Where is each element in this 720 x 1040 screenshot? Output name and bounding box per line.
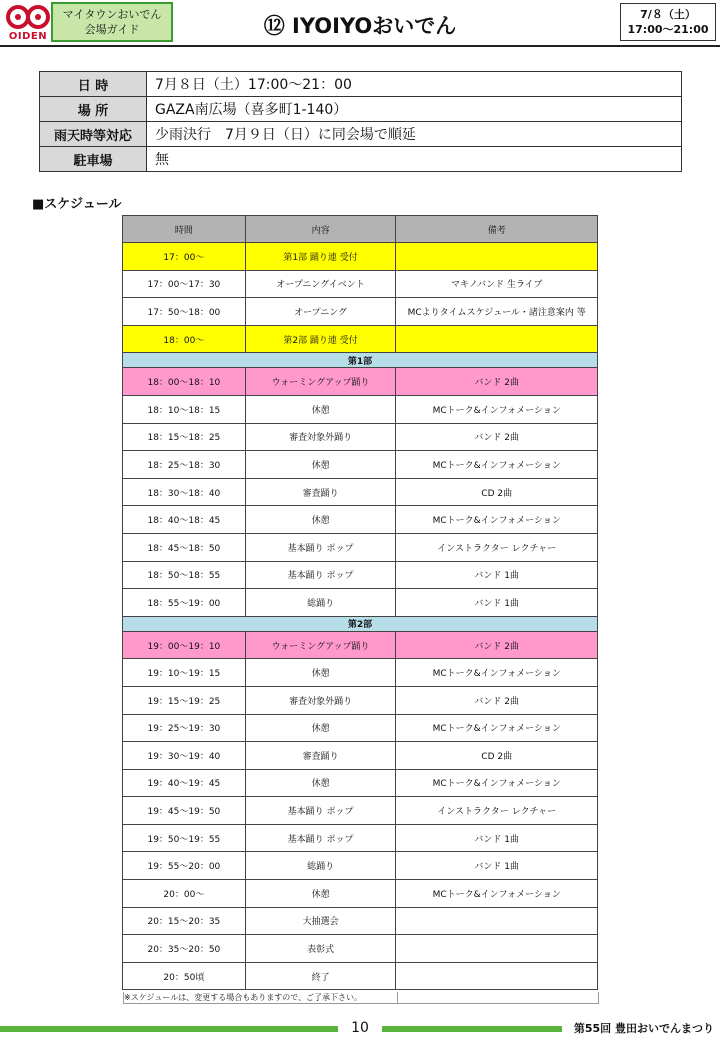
- schedule-table: [122, 215, 598, 990]
- content-cell: 休憩: [245, 659, 396, 687]
- content-cell: ウォーミングアップ踊り: [245, 368, 396, 396]
- time-cell: 20：50頃: [123, 962, 246, 990]
- schedule-row: [123, 478, 598, 506]
- notes-cell: バンド 1曲: [396, 824, 598, 852]
- schedule-row: [123, 907, 598, 935]
- time-cell: 19：00～19：10: [123, 631, 246, 659]
- footer-event-name: 第55回 豊田おいでんまつり: [573, 1022, 714, 1035]
- notes-cell: バンド 2曲: [396, 368, 598, 396]
- schedule-row: [123, 298, 598, 326]
- time-cell: 17：50～18：00: [123, 298, 246, 326]
- section-label: 第1部: [123, 353, 598, 368]
- time-cell: 20：00～: [123, 880, 246, 908]
- content-cell: 審査対象外踊り: [245, 686, 396, 714]
- schedule-row: [123, 451, 598, 479]
- notes-cell: MCトーク&インフォメーション: [396, 395, 598, 423]
- schedule-row: [123, 742, 598, 770]
- schedule-row: [123, 395, 598, 423]
- notes-cell: バンド 1曲: [396, 852, 598, 880]
- time-cell: 19：50～19：55: [123, 824, 246, 852]
- schedule-row: [123, 714, 598, 742]
- notes-cell: マキノバンド 生ライブ: [396, 270, 598, 298]
- content-cell: 休憩: [245, 880, 396, 908]
- notes-cell: [396, 907, 598, 935]
- page-title: ⑫ IYOIYOおいでん: [263, 14, 457, 38]
- notes-cell: [396, 935, 598, 963]
- notes-cell: バンド 2曲: [396, 686, 598, 714]
- content-cell: 総踊り: [245, 589, 396, 617]
- date-line: 7/８（土）: [640, 8, 696, 21]
- col-header-content: 内容: [245, 216, 396, 243]
- notes-cell: バンド 2曲: [396, 631, 598, 659]
- content-cell: オープニング: [245, 298, 396, 326]
- time-cell: 19：30～19：40: [123, 742, 246, 770]
- schedule-header-row: [123, 216, 598, 243]
- info-value: 7月８日（土）17:00～21：00: [147, 72, 682, 97]
- schedule-row: [123, 880, 598, 908]
- time-cell: 18：00～: [123, 325, 246, 353]
- note-text: ※スケジュールは、変更する場合もありますので、ご了承下さい。: [124, 993, 363, 1002]
- schedule-row: [123, 824, 598, 852]
- notes-cell: MCトーク&インフォメーション: [396, 880, 598, 908]
- notes-cell: MCトーク&インフォメーション: [396, 769, 598, 797]
- info-value: GAZA南広場（喜多町1-140）: [147, 97, 682, 122]
- time-cell: 18：30～18：40: [123, 478, 246, 506]
- time-cell: 20：15～20：35: [123, 907, 246, 935]
- content-cell: 休憩: [245, 506, 396, 534]
- time-cell: 18：00～18：10: [123, 368, 246, 396]
- footer-bar-right: [382, 1026, 562, 1032]
- content-cell: 第1部 踊り連 受付: [245, 243, 396, 271]
- notes-cell: バンド 1曲: [396, 589, 598, 617]
- content-cell: 表彰式: [245, 935, 396, 963]
- content-cell: 終了: [245, 962, 396, 990]
- content-cell: 審査踊り: [245, 478, 396, 506]
- notes-cell: インストラクター レクチャー: [396, 797, 598, 825]
- content-cell: 基本踊り ポップ: [245, 533, 396, 561]
- notes-cell: MCトーク&インフォメーション: [396, 506, 598, 534]
- schedule-row: [123, 506, 598, 534]
- notes-cell: MCトーク&インフォメーション: [396, 659, 598, 687]
- content-cell: 休憩: [245, 769, 396, 797]
- schedule-row: [123, 852, 598, 880]
- schedule-row: [123, 686, 598, 714]
- notes-cell: CD 2曲: [396, 478, 598, 506]
- col-header-time: 時間: [123, 216, 246, 243]
- info-key: 場 所: [40, 97, 147, 122]
- schedule-row: [123, 935, 598, 963]
- section-row: [123, 616, 598, 631]
- time-cell: 19：25～19：30: [123, 714, 246, 742]
- guide-line-2: 会場ガイド: [84, 23, 140, 36]
- schedule-heading: ■スケジュール: [32, 197, 122, 212]
- info-key: 雨天時等対応: [40, 122, 147, 147]
- time-cell: 19：45～19：50: [123, 797, 246, 825]
- time-cell: 18：15～18：25: [123, 423, 246, 451]
- section-row: [123, 353, 598, 368]
- schedule-row: [123, 769, 598, 797]
- info-row: [40, 122, 682, 147]
- schedule-row: [123, 962, 598, 990]
- time-cell: 19：55～20：00: [123, 852, 246, 880]
- notes-cell: MCトーク&インフォメーション: [396, 714, 598, 742]
- info-key: 駐車場: [40, 147, 147, 172]
- time-cell: 18：25～18：30: [123, 451, 246, 479]
- content-cell: ウォーミングアップ踊り: [245, 631, 396, 659]
- header-divider: [0, 45, 720, 47]
- schedule-row: [123, 631, 598, 659]
- info-row: [40, 147, 682, 172]
- schedule-row: [123, 325, 598, 353]
- time-cell: 18：50～18：55: [123, 561, 246, 589]
- info-value: 少雨決行 7月９日（日）に同会場で順延: [147, 122, 682, 147]
- content-cell: 審査対象外踊り: [245, 423, 396, 451]
- content-cell: 基本踊り ポップ: [245, 824, 396, 852]
- info-row: [40, 97, 682, 122]
- notes-cell: バンド 2曲: [396, 423, 598, 451]
- time-cell: 19：40～19：45: [123, 769, 246, 797]
- time-cell: 17：00～: [123, 243, 246, 271]
- time-line: 17:00～21:00: [627, 23, 709, 36]
- schedule-row: [123, 423, 598, 451]
- event-info-table: [39, 71, 682, 172]
- logo-text: OIDEN: [8, 31, 48, 42]
- content-cell: 休憩: [245, 395, 396, 423]
- time-cell: 19：10～19：15: [123, 659, 246, 687]
- event-date-box: [620, 3, 716, 41]
- notes-cell: [396, 325, 598, 353]
- time-cell: 18：45～18：50: [123, 533, 246, 561]
- time-cell: 18：40～18：45: [123, 506, 246, 534]
- page-number: 10: [351, 1020, 369, 1036]
- time-cell: 19：15～19：25: [123, 686, 246, 714]
- info-value: 無: [147, 147, 682, 172]
- schedule-row: [123, 659, 598, 687]
- schedule-row: [123, 797, 598, 825]
- content-cell: 基本踊り ポップ: [245, 797, 396, 825]
- content-cell: オープニングイベント: [245, 270, 396, 298]
- time-cell: 18：10～18：15: [123, 395, 246, 423]
- footer-bar-left: [0, 1026, 338, 1032]
- notes-cell: インストラクター レクチャー: [396, 533, 598, 561]
- schedule-row: [123, 589, 598, 617]
- info-row: [40, 72, 682, 97]
- time-cell: 18：55～19：00: [123, 589, 246, 617]
- content-cell: 大抽選会: [245, 907, 396, 935]
- content-cell: 休憩: [245, 451, 396, 479]
- col-header-notes: 備考: [396, 216, 598, 243]
- notes-cell: バンド 1曲: [396, 561, 598, 589]
- schedule-note: [123, 992, 599, 1004]
- time-cell: 20：35～20：50: [123, 935, 246, 963]
- content-cell: 基本踊り ポップ: [245, 561, 396, 589]
- info-key: 日 時: [40, 72, 147, 97]
- schedule-row: [123, 243, 598, 271]
- content-cell: 第2部 踊り連 受付: [245, 325, 396, 353]
- notes-cell: MCトーク&インフォメーション: [396, 451, 598, 479]
- schedule-row: [123, 270, 598, 298]
- schedule-row: [123, 561, 598, 589]
- content-cell: 総踊り: [245, 852, 396, 880]
- notes-cell: MCよりタイムスケジュール・諸注意案内 等: [396, 298, 598, 326]
- schedule-row: [123, 533, 598, 561]
- section-label: 第2部: [123, 616, 598, 631]
- schedule-row: [123, 368, 598, 396]
- guide-line-1: マイタウンおいでん: [62, 8, 162, 21]
- notes-cell: CD 2曲: [396, 742, 598, 770]
- notes-cell: [396, 243, 598, 271]
- content-cell: 審査踊り: [245, 742, 396, 770]
- time-cell: 17：00～17：30: [123, 270, 246, 298]
- content-cell: 休憩: [245, 714, 396, 742]
- notes-cell: [396, 962, 598, 990]
